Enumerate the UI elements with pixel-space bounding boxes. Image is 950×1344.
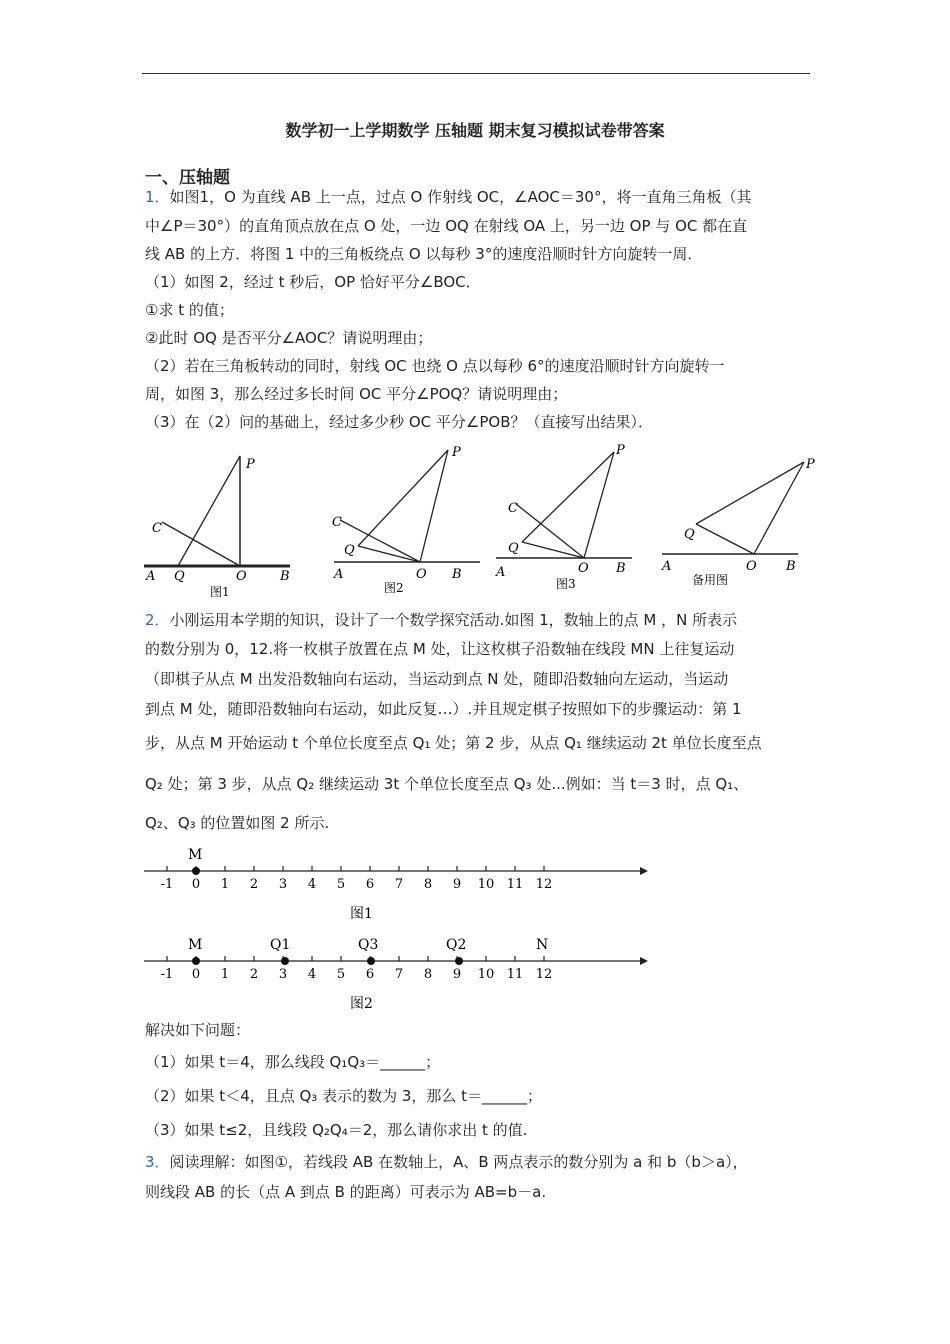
q2-line-4: 到点 M 处，随即沿数轴向右运动，如此反复…）.并且规定棋子按照如下的步骤运动：第 1 <box>145 700 742 718</box>
q2-number: 2． <box>145 611 170 629</box>
q1-figure-spare <box>658 440 868 600</box>
fig1-label-O: O <box>236 569 247 584</box>
nl2-point-Q2 <box>455 957 463 965</box>
number-line-figure-2 <box>140 930 660 1020</box>
q1-figure-1 <box>140 440 350 600</box>
nl2-tick-label: 6 <box>365 967 375 982</box>
fig3-label-O: O <box>578 561 589 576</box>
fig1-label-B: B <box>280 569 290 584</box>
q1-line-5: ①求 t 的值； <box>145 301 234 319</box>
q1-line-7: （2）若在三角板转动的同时，射线 OC 也绕 O 点以每秒 6°的速度沿顺时针方向旋转一 <box>145 357 725 375</box>
nl1-tick-label: 12 <box>535 877 553 892</box>
nl1-tick-label: 3 <box>278 877 288 892</box>
q1-number: 1． <box>145 188 170 206</box>
fig4-label-A: A <box>662 559 672 574</box>
nl2-tick-label: 11 <box>506 967 524 982</box>
fig1-label-A: A <box>146 569 156 584</box>
q1-line-2: 中∠P＝30°）的直角顶点放在点 O 处，一边 OQ 在射线 OA 上，另一边 OP 与 OC 都在直 <box>145 217 748 235</box>
nl2-tick-label: 3 <box>278 967 288 982</box>
fig3-label-B: B <box>616 561 626 576</box>
nl2-tick-label: 0 <box>191 967 201 982</box>
nl2-tick-label: 5 <box>336 967 346 982</box>
nl2-point-Q3 <box>367 957 375 965</box>
nl1-tick-label: 7 <box>394 877 404 892</box>
fig2-caption: 图2 <box>384 581 404 595</box>
nl2-tick-label: -1 <box>160 967 174 982</box>
fig2-label-A: A <box>334 567 344 582</box>
fig1-label-P: P <box>246 457 255 472</box>
q1-line-1: 1．如图1，O 为直线 AB 上一点，过点 O 作射线 OC，∠AOC＝30°，将一直角三角板（其 <box>145 188 752 206</box>
q2-questions-intro: 解决如下问题： <box>145 1021 251 1039</box>
nl1-tick-label: 11 <box>506 877 524 892</box>
nl1-tick-label: 10 <box>477 877 495 892</box>
nl2-label-Q2: Q2 <box>446 937 467 953</box>
q2-line-5: 步，从点 M 开始运动 t 个单位长度至点 Q₁ 处；第 2 步，从点 Q₁ 继续运动 2t 单位长度至点 <box>145 734 762 752</box>
nl2-tick-label: 12 <box>535 967 553 982</box>
q1-line-4: （1）如图 2，经过 t 秒后，OP 恰好平分∠BOC． <box>145 273 481 291</box>
nl2-tick-label: 8 <box>423 967 433 982</box>
page-title: 数学初一上学期数学 压轴题 期末复习模拟试卷带答案 <box>285 121 665 140</box>
nl1-tick-label: 8 <box>423 877 433 892</box>
nl1-tick-label: 5 <box>336 877 346 892</box>
nl2-tick-label: 2 <box>249 967 259 982</box>
fig2-label-C: C <box>332 515 342 530</box>
q3-line-2: 则线段 AB 的长（点 A 到点 B 的距离）可表示为 AB=b－a. <box>145 1183 547 1201</box>
q1-line-3: 线 AB 的上方．将图 1 中的三角板绕点 O 以每秒 3°的速度沿顺时针方向旋转一周． <box>145 245 703 263</box>
nl2-tick-label: 9 <box>452 967 462 982</box>
nl1-label-M: M <box>188 847 203 863</box>
nl2-point-M <box>192 957 200 965</box>
q3-number: 3． <box>145 1153 170 1171</box>
fig4-label-B: B <box>786 559 796 574</box>
nl1-tick-label: 4 <box>307 877 317 892</box>
q2-line-3: （即棋子从点 M 出发沿数轴向右运动，当运动到点 N 处，随即沿数轴向左运动，当运动 <box>145 670 729 688</box>
q2-question-3: （3）如果 t≤2，且线段 Q₂Q₄＝2，那么请你求出 t 的值. <box>145 1121 528 1139</box>
fig3-caption: 图3 <box>556 577 576 591</box>
nl2-label-Q1: Q1 <box>270 937 291 953</box>
q3-line-1: 3．阅读理解：如图①，若线段 AB 在数轴上，A、B 两点表示的数分别为 a 和 b（b＞a）， <box>145 1153 748 1171</box>
nl2-tick-label: 4 <box>307 967 317 982</box>
fig2-label-Q: Q <box>344 543 355 558</box>
fig4-label-O: O <box>746 559 757 574</box>
fig4-label-Q: Q <box>684 527 695 542</box>
fig2-label-P: P <box>452 445 461 460</box>
nl2-point-Q1 <box>281 957 289 965</box>
fig3-label-A: A <box>496 565 506 580</box>
nl1-caption: 图1 <box>350 906 373 922</box>
nl2-label-N: N <box>536 937 549 953</box>
fig3-label-Q: Q <box>508 541 519 556</box>
q1-line-9: （3）在（2）问的基础上，经过多少秒 OC 平分∠POB？（直接写出结果）． <box>145 413 653 431</box>
nl1-point-M <box>192 867 200 875</box>
nl2-tick-label: 7 <box>394 967 404 982</box>
fig3-label-P: P <box>616 443 625 458</box>
nl1-tick-label: 6 <box>365 877 375 892</box>
fig1-caption: 图1 <box>210 585 230 599</box>
q2-line-2: 的数分别为 0，12.将一枚棋子放置在点 M 处，让这枚棋子沿数轴在线段 MN 上往复运动 <box>145 640 735 658</box>
nl2-caption: 图2 <box>350 996 373 1012</box>
nl2-label-Q3: Q3 <box>358 937 379 953</box>
fig1-label-Q: Q <box>174 569 185 584</box>
q1-line-6: ②此时 OQ 是否平分∠AOC？请说明理由； <box>145 329 433 347</box>
fig4-label-P: P <box>806 457 815 472</box>
fig3-label-C: C <box>508 501 518 516</box>
q2-line-6: Q₂ 处；第 3 步，从点 Q₂ 继续运动 3t 个单位长度至点 Q₃ 处...例如：当 t＝3 时，点 Q₁、 <box>145 775 749 793</box>
q2-question-2: （2）如果 t＜4，且点 Q₃ 表示的数为 3，那么 t＝______； <box>145 1087 543 1105</box>
nl2-label-M: M <box>188 937 203 953</box>
nl1-tick-label: 0 <box>191 877 201 892</box>
nl1-tick-label: -1 <box>160 877 174 892</box>
q2-question-1: （1）如果 t＝4，那么线段 Q₁Q₃＝______； <box>145 1053 441 1071</box>
nl1-tick-label: 9 <box>452 877 462 892</box>
top-rule <box>142 73 810 74</box>
q2-line-7: Q₂、Q₃ 的位置如图 2 所示. <box>145 814 330 832</box>
section-heading: 一、压轴题 <box>145 168 230 188</box>
fig2-label-O: O <box>416 567 427 582</box>
q1-line-8: 周，如图 3，那么经过多长时间 OC 平分∠POQ？请说明理由； <box>145 385 568 403</box>
fig4-caption: 备用图 <box>692 573 729 587</box>
nl2-tick-label: 10 <box>477 967 495 982</box>
nl1-tick-label: 1 <box>220 877 230 892</box>
fig1-label-C: C <box>152 521 162 536</box>
nl2-tick-label: 1 <box>220 967 230 982</box>
number-line-figure-1 <box>140 840 660 930</box>
nl1-tick-label: 2 <box>249 877 259 892</box>
fig2-label-B: B <box>452 567 462 582</box>
q2-line-1: 2．小刚运用本学期的知识，设计了一个数学探究活动.如图 1，数轴上的点 M ，N 所表示 <box>145 611 738 629</box>
